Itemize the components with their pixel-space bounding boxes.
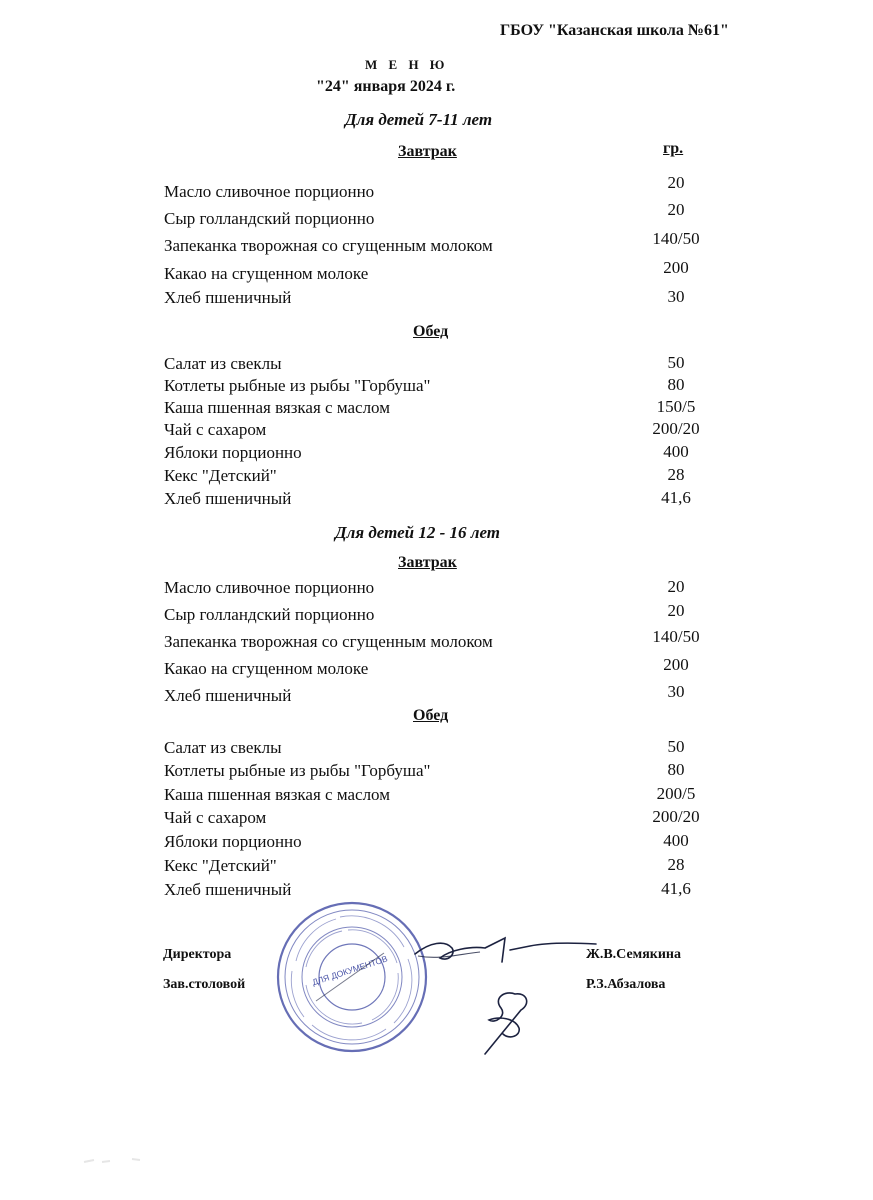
item-qty: 20: [667, 601, 685, 620]
item-qty: 400: [663, 442, 689, 461]
item-qty: 400: [663, 831, 689, 850]
list-item: Хлеб пшеничный: [164, 489, 292, 508]
list-item: Сыр голландский порционно: [164, 209, 375, 228]
item-qty: 28: [667, 465, 685, 484]
item-qty: 140/50: [652, 229, 700, 248]
meal-title-breakfast-1: Завтрак: [398, 143, 457, 160]
group-title-7-11: Для детей 7-11 лет: [345, 110, 493, 129]
list-item: Котлеты рыбные из рыбы "Горбуша": [164, 761, 431, 780]
meal-title-lunch-2: Обед: [413, 707, 449, 724]
item-qty: 50: [667, 353, 685, 372]
list-item: Масло сливочное порционно: [164, 182, 375, 201]
list-item: Хлеб пшеничный: [164, 686, 292, 705]
item-qty: 20: [667, 200, 685, 219]
list-item: Какао на сгущенном молоке: [164, 659, 369, 678]
list-item: Салат из свеклы: [164, 354, 282, 373]
list-item: Салат из свеклы: [164, 738, 282, 757]
item-qty: 80: [667, 375, 685, 394]
list-item: Чай с сахаром: [164, 808, 267, 827]
meal-title-lunch-1: Обед: [413, 323, 449, 340]
item-qty: 30: [667, 682, 685, 701]
list-item: Хлеб пшеничный: [164, 880, 292, 899]
item-qty: 80: [667, 760, 685, 779]
director-name: Ж.В.Семякина: [586, 947, 681, 962]
canteen-signature-icon: [475, 986, 545, 1058]
list-item: Каша пшенная вязкая с маслом: [164, 398, 390, 417]
item-qty: 200/20: [652, 419, 700, 438]
list-item: Чай с сахаром: [164, 420, 267, 439]
list-item: Какао на сгущенном молоке: [164, 264, 369, 283]
director-label: Директора: [163, 947, 232, 962]
item-qty: 28: [667, 855, 685, 874]
canteen-label: Зав.столовой: [163, 977, 246, 992]
list-item: Яблоки порционно: [164, 832, 302, 851]
school-name: ГБОУ "Казанская школа №61": [500, 22, 729, 39]
menu-date: "24" января 2024 г.: [316, 78, 456, 95]
meal-title-breakfast-2: Завтрак: [398, 554, 457, 571]
director-signature-icon: [410, 932, 600, 972]
item-qty: 30: [667, 287, 685, 306]
official-seal-icon: [276, 901, 428, 1053]
group-title-12-16: Для детей 12 - 16 лет: [335, 523, 501, 542]
item-qty: 41,6: [661, 879, 691, 898]
list-item: Яблоки порционно: [164, 443, 302, 462]
list-item: Котлеты рыбные из рыбы "Горбуша": [164, 376, 431, 395]
list-item: Кекс "Детский": [164, 466, 277, 485]
item-qty: 200: [663, 258, 689, 277]
item-qty: 200/5: [656, 784, 696, 803]
list-item: Кекс "Детский": [164, 856, 277, 875]
item-qty: 50: [667, 737, 685, 756]
item-qty: 140/50: [652, 627, 700, 646]
stamp-center-text: ДЛЯ ДОКУМЕНТОВ: [310, 953, 389, 988]
list-item: Сыр голландский порционно: [164, 605, 375, 624]
list-item: Масло сливочное порционно: [164, 578, 375, 597]
item-qty: 200/20: [652, 807, 700, 826]
scan-artifact-icon: [80, 1150, 150, 1170]
item-qty: 150/5: [656, 397, 696, 416]
unit-label: гр.: [663, 140, 684, 157]
list-item: Запеканка творожная со сгущенным молоком: [164, 632, 493, 651]
item-qty: 20: [667, 577, 685, 596]
item-qty: 41,6: [661, 488, 691, 507]
canteen-name: Р.З.Абзалова: [586, 977, 666, 992]
list-item: Каша пшенная вязкая с маслом: [164, 785, 390, 804]
menu-heading: М Е Н Ю: [365, 57, 449, 72]
item-qty: 20: [667, 173, 685, 192]
list-item: Запеканка творожная со сгущенным молоком: [164, 236, 493, 255]
list-item: Хлеб пшеничный: [164, 288, 292, 307]
item-qty: 200: [663, 655, 689, 674]
